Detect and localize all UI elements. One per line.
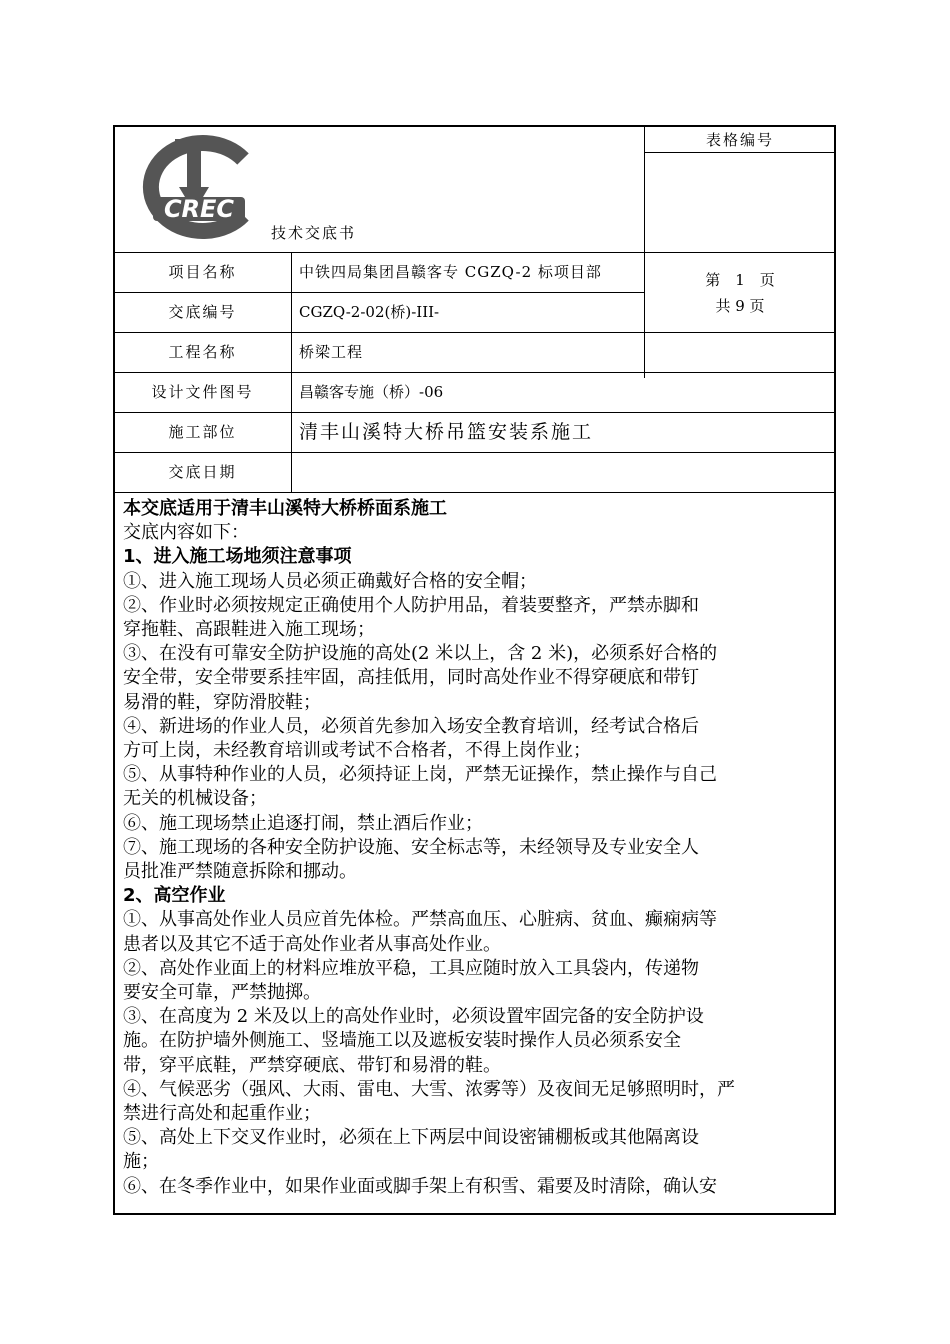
body-line: ③、在高度为 2 米及以上的高处作业时，必须设置牢固完备的安全防护设 (123, 1006, 704, 1028)
row-rule (115, 452, 836, 453)
body-line: ⑦、施工现场的各种安全防护设施、安全标志等，未经领导及专业安全人 (123, 836, 699, 858)
body-line: ④、新进场的作业人员，必须首先参加入场安全教育培训，经考试合格后 (123, 715, 699, 737)
body-line: ⑥、在冬季作业中，如果作业面或脚手架上有积雪、霜要及时清除，确认安 (123, 1175, 717, 1197)
body-line: 员批准严禁随意拆除和挪动。 (123, 861, 357, 883)
body-line: 方可上岗，未经教育培训或考试不合格者，不得上岗作业； (123, 740, 591, 762)
crec-logo (123, 131, 265, 243)
row-rule (115, 252, 836, 253)
body-line: 2、高空作业 (123, 885, 226, 907)
disclosure-document (113, 125, 836, 1215)
row-rule (115, 372, 836, 373)
body-line: 穿拖鞋、高跟鞋进入施工现场； (123, 619, 375, 641)
field-value-project-name: 中铁四局集团昌赣客专 CGZQ-2 标项目部 (299, 263, 602, 281)
row-rule (115, 332, 836, 333)
body-line: 施。在防护墙外侧施工、竖墙施工以及遮板安装时操作人员必须系安全 (123, 1030, 681, 1052)
field-value-disclosure-number: CGZQ-2-02(桥)-III- (299, 303, 440, 321)
form-number-label: 表格编号 (705, 131, 774, 149)
body-line: ②、作业时必须按规定正确使用个人防护用品，着装要整齐，严禁赤脚和 (123, 594, 699, 616)
body-line: ①、进入施工现场人员必须正确戴好合格的安全帽； (123, 570, 537, 592)
body-line: ③、在没有可靠安全防护设施的高处(2 米以上，含 2 米)，必须系好合格的 (123, 643, 718, 665)
label-divider (291, 252, 292, 492)
field-label-work-name: 工程名称 (168, 343, 237, 361)
field-label-disclosure-number: 交底编号 (168, 303, 237, 321)
body-line: 患者以及其它不适于高处作业者从事高处作业。 (123, 933, 501, 955)
body-line: ⑤、高处上下交叉作业时，必须在上下两层中间设密铺棚板或其他隔离设 (123, 1127, 699, 1149)
disclosure-content (123, 497, 831, 1199)
row-rule (115, 292, 644, 293)
body-line: ④、气候恶劣（强风、大雨、雷电、大雪、浓雾等）及夜间无足够照明时，严 (123, 1078, 735, 1100)
body-line: ⑤、从事特种作业的人员，必须持证上岗，严禁无证操作，禁止操作与自己 (123, 764, 717, 786)
field-label-design-drawing: 设计文件图号 (151, 383, 254, 401)
field-label-project-name: 项目名称 (168, 263, 237, 281)
body-line: 无关的机械设备； (123, 788, 267, 810)
field-value-construction-part: 清丰山溪特大桥吊篮安装系施工 (299, 421, 594, 443)
body-line: ⑥、施工现场禁止追逐打闹，禁止酒后作业； (123, 812, 483, 834)
row-rule (115, 492, 836, 493)
body-line: 1、进入施工场地须注意事项 (123, 546, 352, 568)
body-line: ②、高处作业面上的材料应堆放平稳，工具应随时放入工具袋内，传递物 (123, 957, 699, 979)
body-line: ①、从事高处作业人员应首先体检。严禁高血压、心脏病、贫血、癫痫病等 (123, 909, 717, 931)
body-line: 施； (123, 1151, 159, 1173)
body-line: 要安全可靠，严禁抛掷。 (123, 982, 321, 1004)
body-line: 带，穿平底鞋，严禁穿硬底、带钉和易滑的鞋。 (123, 1054, 501, 1076)
body-line: 本交底适用于清丰山溪特大桥桥面系施工 (123, 498, 447, 519)
field-label-disclosure-date: 交底日期 (168, 463, 237, 481)
body-line: 交底内容如下： (123, 522, 249, 544)
field-value-work-name: 桥梁工程 (299, 343, 364, 361)
body-line: 禁进行高处和起重作业； (123, 1103, 321, 1125)
row-rule (115, 412, 836, 413)
body-line: 易滑的鞋，穿防滑胶鞋； (123, 691, 321, 713)
form-number-rule (644, 152, 836, 153)
body-line: 安全带，安全带要系挂牢固，高挂低用，同时高处作业不得穿硬底和带钉 (123, 667, 699, 689)
field-label-construction-part: 施工部位 (168, 423, 237, 441)
total-pages: 共 9 页 (715, 297, 765, 315)
svg-text:CREC: CREC (163, 195, 235, 223)
field-value-design-drawing: 昌赣客专施（桥）-06 (299, 383, 444, 401)
doc-type-title: 技术交底书 (271, 224, 357, 242)
page-number: 第 1 页 (705, 271, 775, 289)
